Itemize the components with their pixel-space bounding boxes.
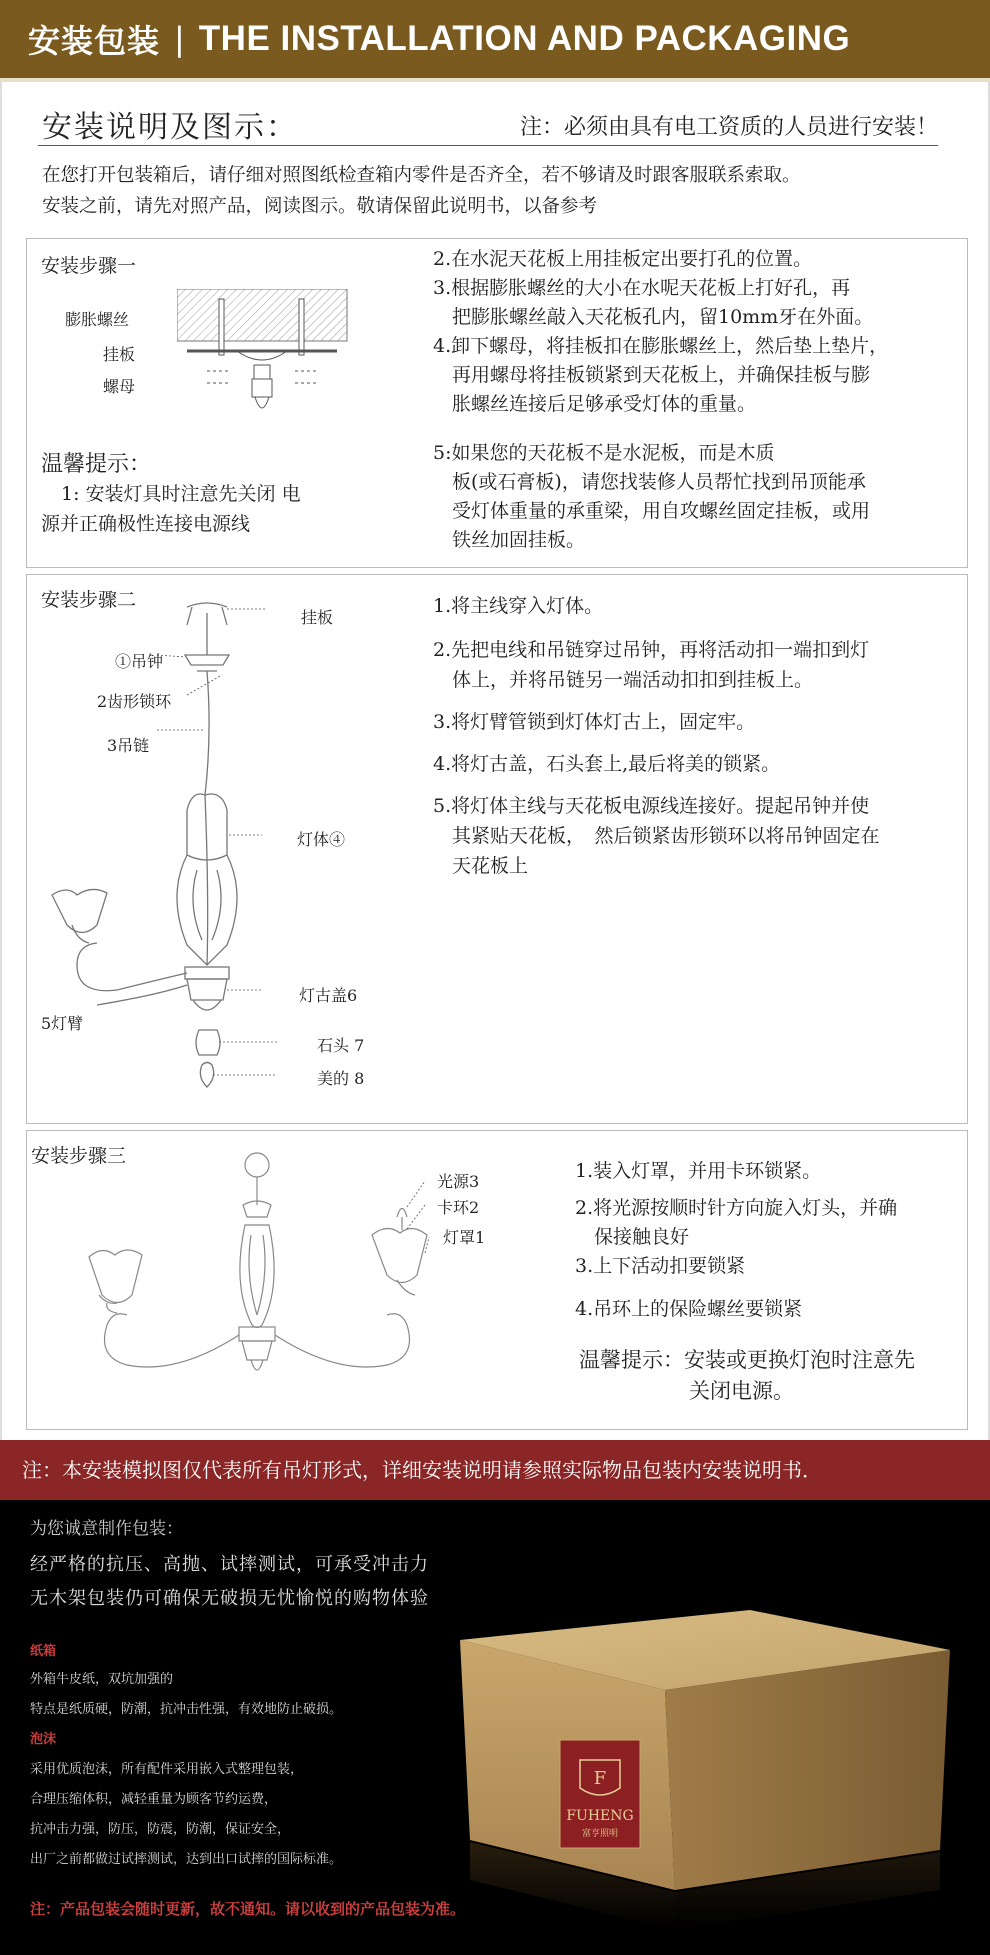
instruction-line: 体上，并将吊链另一端活动扣扣到挂板上。 (433, 669, 814, 691)
step-one-tip-heading: 温馨提示： (41, 452, 152, 477)
instruction-line: 板(或石膏板)，请您找装修人员帮忙找到吊顶能承 (433, 471, 866, 493)
label-lamp-shade: 灯罩1 (443, 1228, 486, 1247)
label-lock-ring: 2齿形锁环 (97, 692, 172, 711)
page-header (0, 0, 990, 82)
foam-line: 合理压缩体积，减轻重量为顾客节约运费， (30, 1792, 278, 1807)
header-title-cn: 安装包装 (28, 22, 161, 60)
label-bulb: 光源3 (437, 1172, 480, 1191)
intro-line: 在您打开包装箱后，请仔细对照图纸检查箱内零件是否齐全，若不够请及时跟客服联系索取。 (42, 165, 801, 186)
instruction-line: 5.将灯体主线与天花板电源线连接好。提起吊钟并使 (433, 795, 870, 817)
carton-title: 纸箱 (30, 1644, 57, 1659)
packaging-update-note: 注：产品包装会随时更新，故不通知。请以收到的产品包装为准。 (30, 1900, 466, 1918)
header-title-en: THE INSTALLATION AND PACKAGING (198, 19, 851, 58)
label-bottom-cover: 灯古盖6 (299, 986, 358, 1005)
title-row (38, 100, 938, 146)
packaging-line: 经严格的抗压、高抛、试摔测试，可承受冲击力 (30, 1554, 429, 1575)
instruction-line: 3.将灯臂管锁到灯体灯古上，固定牢。 (433, 711, 756, 733)
packaging-line: 无木架包装仍可确保无破损无忧愉悦的购物体验 (30, 1588, 429, 1609)
step-three-title: 安装步骤三 (31, 1145, 127, 1167)
tip-line: 温馨提示：安装或更换灯泡时注意先 (579, 1348, 915, 1372)
instruction-line: 铁丝加固挂板。 (433, 529, 586, 551)
step-one-title: 安装步骤一 (41, 255, 137, 277)
instruction-line: 4.将灯古盖，石头套上,最后将美的锁紧。 (433, 753, 781, 775)
instruction-line: 5:如果您的天花板不是水泥板，而是木质 (433, 442, 775, 464)
instruction-line: 保接触良好 (575, 1226, 690, 1248)
label-lamp-body: 灯体④ (297, 830, 346, 849)
intro-line: 安装之前，请先对照产品，阅读图示。敬请保留此说明书，以备参考 (42, 196, 598, 217)
label-mounting-plate: 挂板 (103, 345, 136, 364)
instruction-line: 4.吊环上的保险螺丝要锁紧 (575, 1298, 803, 1320)
packaging-box-illustration (460, 1530, 970, 1950)
instruction-line: 3.根据膨胀螺丝的大小在水呢天花板上打好孔，再 (433, 277, 851, 299)
instruction-line: 2.在水泥天花板上用挂板定出要打孔的位置。 (433, 248, 813, 270)
instruction-line: 天花板上 (433, 855, 529, 877)
intro-text (42, 160, 962, 222)
instructions-panel (0, 82, 990, 1440)
instruction-line: 胀螺丝连接后足够承受灯体的重量。 (433, 393, 757, 415)
instruction-line: 1.装入灯罩，并用卡环锁紧。 (575, 1160, 822, 1182)
tip-line: 1: 安装灯具时注意先关闭 电 (61, 483, 301, 505)
step-two-instructions (433, 591, 963, 881)
label-stone: 石头 7 (317, 1036, 365, 1055)
step-three-instructions (575, 1157, 965, 1324)
tip-line: 源并正确极性连接电源线 (41, 513, 251, 535)
ceiling-mount-diagram (177, 289, 357, 429)
header-separator: | (174, 20, 185, 58)
label-canopy: ①吊钟 (115, 652, 164, 671)
instruction-line: 1.将主线穿入灯体。 (433, 595, 604, 617)
instruction-line: 其紧贴天花板， 然后锁紧齿形锁环以将吊钟固定在 (433, 825, 880, 847)
step-one-section (26, 238, 968, 568)
label-finial: 美的 8 (317, 1069, 365, 1088)
instruction-line: 4.卸下螺母，将挂板扣在膨胀螺丝上，然后垫上垫片， (433, 335, 889, 357)
label-mounting-plate: 挂板 (301, 608, 334, 627)
step-two-title: 安装步骤二 (41, 589, 137, 611)
step-two-section (26, 574, 968, 1124)
notice-band: 注：本安装模拟图仅代表所有吊灯形式，详细安装说明请参照实际物品包装内安装说明书． (0, 1440, 990, 1500)
brand-name-en: FUHENG (566, 1808, 634, 1824)
tip-line: 关闭电源。 (689, 1379, 794, 1403)
foam-title: 泡沫 (30, 1732, 57, 1747)
safety-note: 注：必须由具有电工资质的人员进行安装！ (519, 115, 938, 140)
foam-line: 出厂之前都做过试摔测试，达到出口试摔的国际标准。 (30, 1852, 343, 1867)
step-one-instructions-5 (433, 439, 963, 555)
instruction-line: 3.上下活动扣要锁紧 (575, 1255, 746, 1277)
label-lamp-arm: 5灯臂 (41, 1014, 84, 1033)
foam-line: 采用优质泡沫，所有配件采用嵌入式整理包装， (30, 1762, 304, 1777)
instruction-line: 受灯体重量的承重梁，用自攻螺丝固定挂板，或用 (433, 500, 871, 522)
page-title: 安装说明及图示： (42, 110, 298, 145)
step-three-section (26, 1130, 968, 1430)
label-chain: 3吊链 (107, 736, 150, 755)
instruction-line: 再用螺母将挂板锁紧到天花板上，并确保挂板与膨 (433, 364, 871, 386)
carton-line: 外箱牛皮纸，双坑加强的 (30, 1672, 174, 1687)
label-nut: 螺母 (103, 377, 136, 396)
chandelier-assembled-diagram (67, 1145, 447, 1425)
chandelier-body-diagram (37, 595, 357, 1115)
label-expansion-bolt: 膨胀螺丝 (65, 310, 130, 329)
foam-line: 抗冲击力强，防压，防震，防潮，保证安全， (30, 1822, 291, 1837)
carton-line: 特点是纸质硬，防潮，抗冲击性强，有效地防止破损。 (30, 1702, 343, 1717)
packaging-heading: 为您诚意制作包装： (30, 1519, 183, 1539)
instruction-line: 把膨胀螺丝敲入天花板孔内，留10mm牙在外面。 (433, 306, 874, 328)
step-one-instructions (433, 245, 963, 419)
instruction-line: 2.先把电线和吊链穿过吊钟，再将活动扣一端扣到灯 (433, 639, 870, 661)
step-one-tip-text (41, 479, 371, 539)
svg-text:F: F (593, 1768, 607, 1789)
label-clip-ring: 卡环2 (437, 1198, 480, 1217)
instruction-line: 2.将光源按顺时针方向旋入灯头，并确 (575, 1197, 898, 1219)
step-three-tip (579, 1345, 969, 1407)
brand-name-cn: 富亨照明 (581, 1829, 619, 1839)
packaging-section (0, 1500, 990, 1955)
